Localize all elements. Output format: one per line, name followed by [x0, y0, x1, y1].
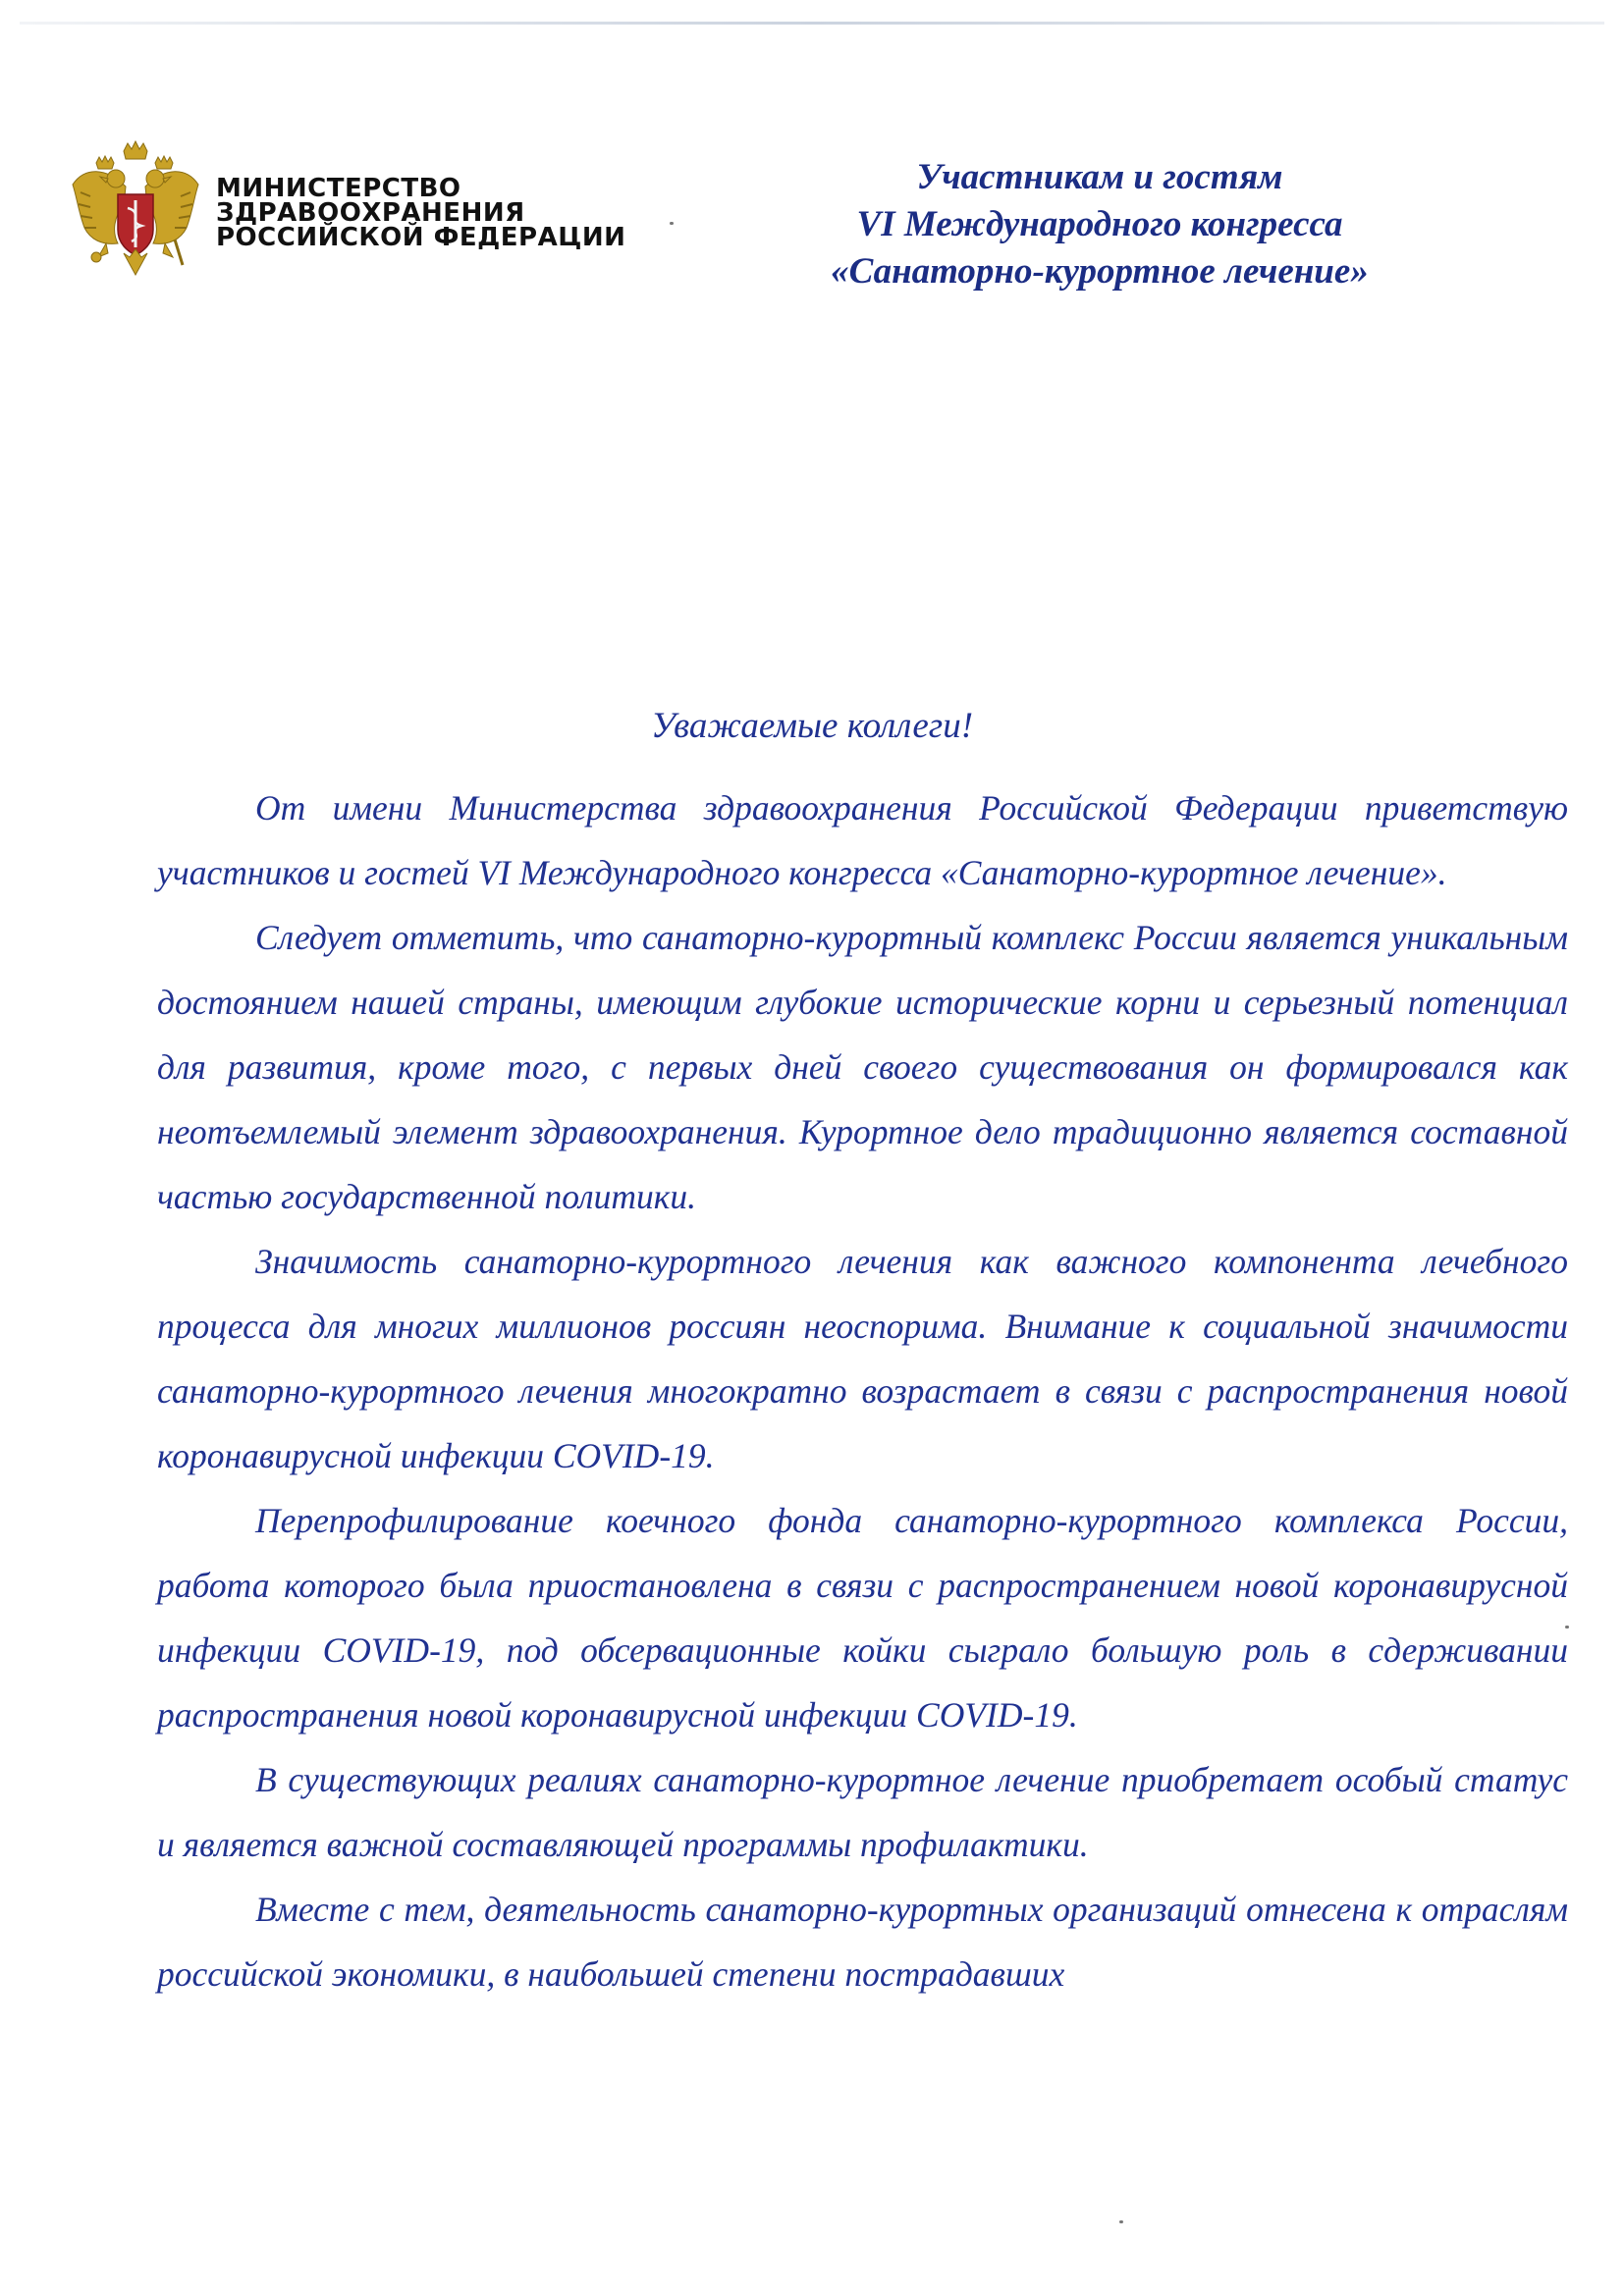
- salutation: Уважаемые коллеги!: [650, 706, 974, 746]
- paragraph: Перепрофилирование коечного фонда санаторно-курортного комплекса России, работа которого была приостановлена в связи с распространением новой коронавирусной инфекции COVID-19, под обсервационные койки сыграло большую роль в сдерживании распространения новой коронавирусной инфекции COVID-19.: [157, 1501, 1568, 1735]
- letter-body: [157, 775, 1568, 2006]
- ministry-line-3: РОССИЙСКОЙ ФЕДЕРАЦИИ: [216, 223, 626, 252]
- scan-speck: [670, 222, 674, 225]
- russian-coat-of-arms-icon: [67, 137, 204, 287]
- paragraph: Значимость санаторно-курортного лечения как важного компонента лечебного процесса для многих миллионов россиян неоспорима. Внимание к социальной значимости санаторно-курортного лечения многократно возрастает в связи с распространения новой коронавирусной инфекции COVID-19.: [157, 1242, 1568, 1475]
- scan-speck: [1119, 2220, 1123, 2223]
- ministry-line-1: МИНИСТЕРСТВО: [216, 174, 461, 203]
- paragraph: Вместе с тем, деятельность санаторно-курортных организаций отнесена к отраслям российской экономики, в наибольшей степени пострадавших: [157, 1890, 1568, 1994]
- paragraph: Следует отметить, что санаторно-курортный комплекс России является уникальным достоянием нашей страны, имеющим глубокие исторические корни и серьезный потенциал для развития, кроме того, с первых дней своего существования он формировался как неотъемлемый элемент здравоохранения. Курортное дело традиционно является составной частью государственной политики.: [157, 918, 1568, 1216]
- addressee-line-1: Участникам и гостям: [916, 157, 1283, 197]
- paragraph: В существующих реалиях санаторно-курортное лечение приобретает особый статус и является важной составляющей программы профилактики.: [157, 1760, 1568, 1864]
- addressee-line-3: «Санаторно-курортное лечение»: [831, 251, 1369, 292]
- scan-edge-line: [20, 22, 1604, 25]
- addressee-line-2: VI Международного конгресса: [856, 204, 1343, 244]
- scan-speck: [1565, 1626, 1569, 1629]
- ministry-name: [216, 174, 626, 252]
- ministry-line-2: ЗДРАВООХРАНЕНИЯ: [216, 198, 525, 228]
- addressee-block: [687, 154, 1512, 295]
- paragraph: От имени Министерства здравоохранения Российской Федерации приветствую участников и гостей VI Международного конгресса «Санаторно-курортное лечение».: [157, 788, 1568, 892]
